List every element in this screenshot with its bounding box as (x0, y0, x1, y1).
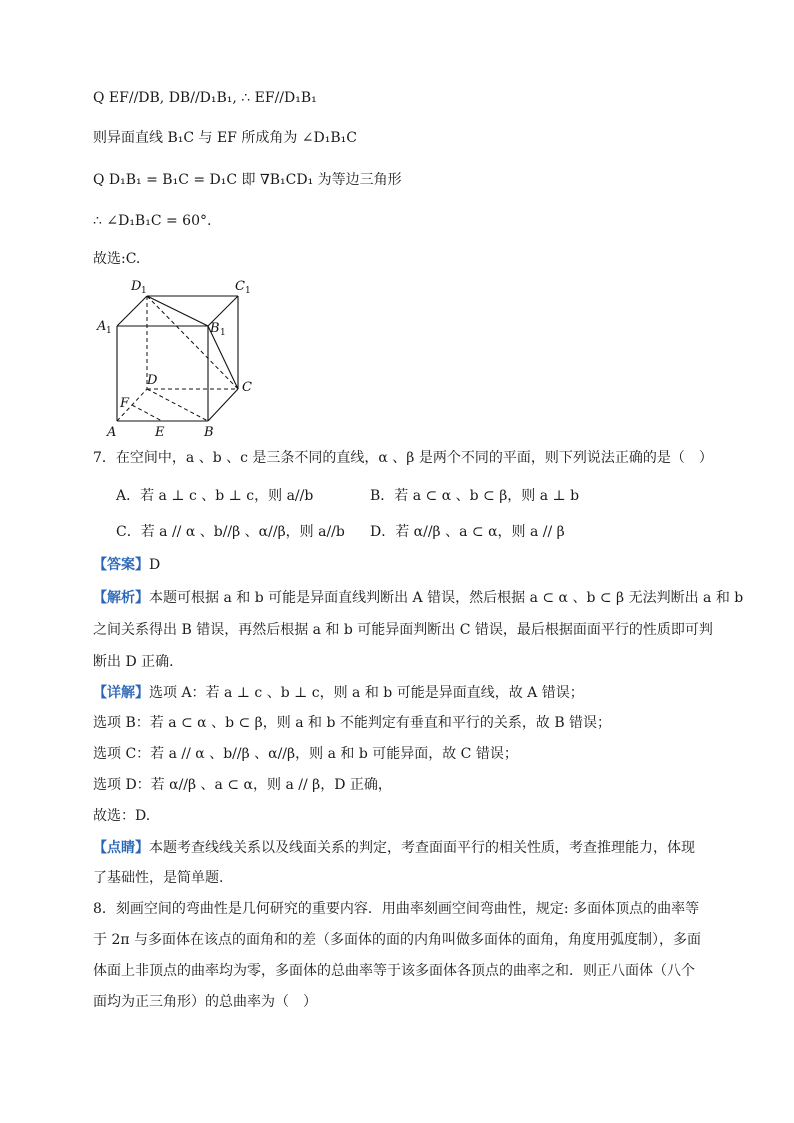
label-c1-sub: 1 (245, 286, 251, 296)
label-b: B (204, 425, 214, 440)
label-e: E (155, 425, 165, 440)
q7-stem: 7．在空间中，a 、b 、c 是三条不同的直线，α 、β 是两个不同的平面，则下列说法正确的是（ ） (93, 450, 713, 466)
comment-text-1: 本题考查线线关系以及线面关系的判定，考查面面平行的相关性质，考查推理能力，体现 (149, 840, 695, 856)
edge-fe (132, 405, 162, 421)
label-a1: A (97, 319, 107, 334)
q8-line-4: 面均为正三角形）的总曲率为（ ） (93, 994, 317, 1010)
q7-detail-5: 故选：D. (93, 808, 151, 824)
label-d: D (147, 373, 158, 388)
q7-option-c: C．若 a // α 、b//β 、α//β，则 a//b (116, 524, 345, 540)
detail-tag: 【详解】 (93, 685, 149, 701)
q7-analysis-1 (93, 588, 743, 608)
answer-tag: 【答案】 (93, 557, 149, 573)
q7-option-b: B．若 a ⊂ α 、b ⊂ β，则 a ⊥ b (370, 488, 580, 504)
edge-a1d1 (117, 296, 147, 326)
label-a1-sub: 1 (106, 326, 112, 336)
q7-detail-4: 选项 D：若 α//β 、a ⊂ α，则 a // β，D 正确， (93, 777, 392, 793)
q8-line-3: 体面上非顶点的曲率均为零，多面体的总曲率等于该多面体各顶点的曲率之和．则正八面体（八个 (93, 963, 695, 979)
cube-figure (95, 276, 270, 441)
label-d1: D (131, 279, 142, 294)
q8-line-2: 于 2π 与多面体在该点的面角和的差（多面体的面的内角叫做多面体的面角，角度用弧度制），多面 (93, 932, 702, 948)
label-b1: B (210, 321, 220, 336)
label-b1-sub: 1 (220, 328, 226, 338)
label-a: A (107, 425, 117, 440)
q7-option-a: A．若 a ⊥ c 、b ⊥ c，则 a//b (116, 488, 314, 504)
label-d1-sub: 1 (141, 286, 147, 296)
q7-answer (93, 555, 160, 575)
edge-bc (208, 389, 238, 421)
q7-option-d: D．若 α//β 、a ⊂ α，则 a // β (370, 524, 565, 540)
q7-detail-1 (93, 683, 584, 703)
q7-comment-2: 了基础性，是简单题. (93, 870, 224, 886)
analysis-tag: 【解析】 (93, 590, 149, 606)
solution-line-2: 则异面直线 B₁C 与 EF 所成角为 ∠D₁B₁C (93, 130, 357, 146)
q7-comment-1 (93, 838, 695, 858)
comment-tag: 【点睛】 (93, 840, 149, 856)
q7-analysis-2: 之间关系得出 B 错误，再然后根据 a 和 b 可能异面判断出 C 错误，最后根据面面平行的性质即可判 (93, 622, 713, 638)
label-f: F (120, 396, 130, 411)
answer-value: D (149, 557, 161, 573)
edge-db (147, 389, 208, 421)
q8-line-1: 8．刻画空间的弯曲性是几何研究的重要内容．用曲率刻画空间弯曲性，规定: 多面体顶点的曲率等 (93, 901, 700, 917)
edge-d1b1 (147, 296, 208, 326)
q7-analysis-3: 断出 D 正确. (93, 654, 174, 670)
q7-detail-2: 选项 B：若 a ⊂ α 、b ⊂ β，则 a 和 b 不能判定有垂直和平行的关系，故 B 错误； (93, 715, 612, 731)
label-c1: C (235, 279, 245, 294)
solution-line-5: 故选:C. (93, 251, 141, 267)
solution-line-1: Q EF//DB, DB//D₁B₁, ∴ EF//D₁B₁ (93, 90, 317, 106)
detail-text-1: 选项 A：若 a ⊥ c 、b ⊥ c，则 a 和 b 可能是异面直线，故 A 错误； (149, 685, 584, 701)
label-c: C (242, 380, 252, 395)
solution-line-3: Q D₁B₁ = B₁C = D₁C 即 ∇B₁CD₁ 为等边三角形 (93, 172, 402, 188)
q7-detail-3: 选项 C：若 a // α 、b//β 、α//β，则 a 和 b 可能异面，故 C 错误； (93, 746, 518, 762)
analysis-text-1: 本题可根据 a 和 b 可能是异面直线判断出 A 错误，然后根据 a ⊂ α 、b ⊂ β 无法判断出 a 和 b (149, 590, 744, 606)
solution-line-4: ∴ ∠D₁B₁C = 60°. (93, 213, 212, 229)
